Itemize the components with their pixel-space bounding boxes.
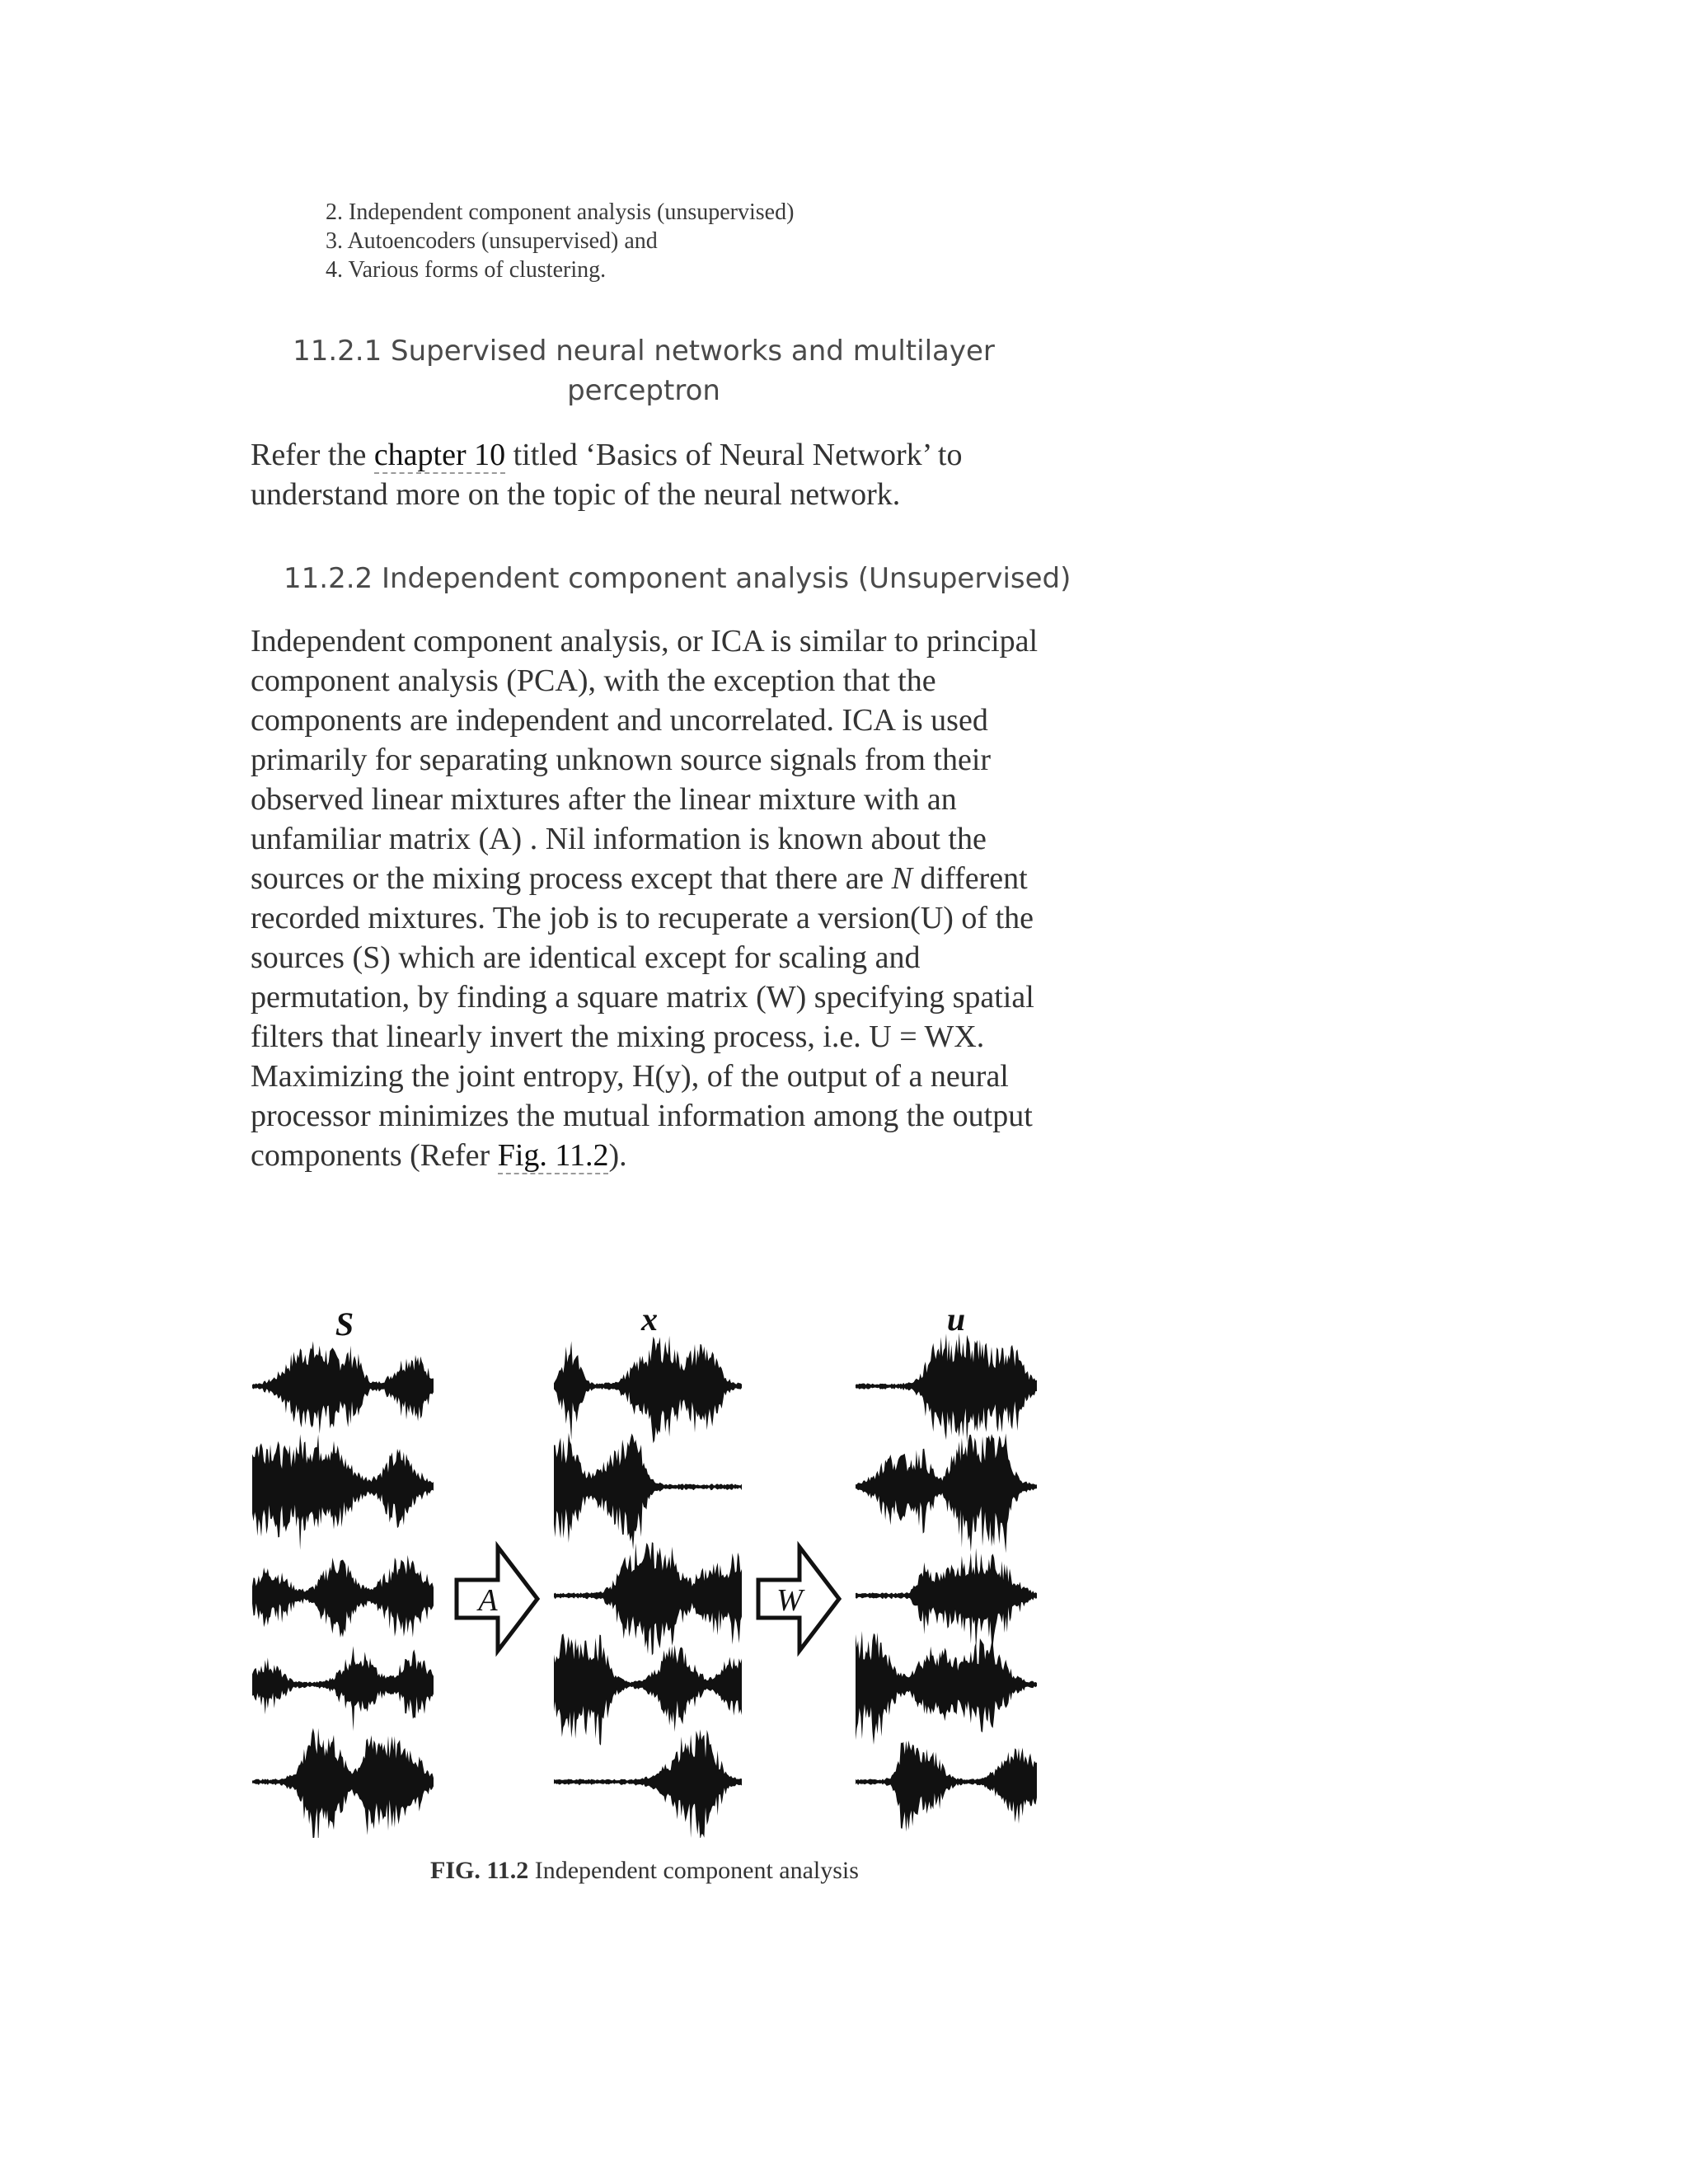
arrow-label-a: A: [478, 1583, 498, 1618]
waveform-signal: [252, 1341, 434, 1434]
label-s: S: [335, 1305, 354, 1343]
paragraph-text: different recorded mixtures. The job is to recuperate a version(U) of the sources (S) which are identical except for scaling and permutation, by finding a square matrix (W) specifying spatial filters that linearly invert the mixing process, i.e. U = WX. Maximizing the joint entropy, H(y), of the output of a neural processor minimizes the mutual information among the output components (Refer: [251, 861, 1034, 1173]
waveform-signal: [856, 1548, 1037, 1650]
waveform-signal: [856, 1631, 1037, 1745]
list-item: 3. Autoencoders (unsupervised) and: [326, 228, 658, 254]
figure-11-2-link[interactable]: Fig. 11.2: [497, 1138, 609, 1173]
paragraph-text: Refer the: [251, 438, 374, 472]
figure-caption: [247, 1854, 1042, 1887]
caption-label: FIG. 11.2: [430, 1857, 529, 1884]
paragraph-ica: [251, 621, 1042, 1175]
ica-figure: [247, 1294, 1042, 1838]
section-heading-11-2-1: [247, 331, 1040, 410]
section-heading-11-2-2: 11.2.2 Independent component analysis (Unsupervised): [284, 562, 1071, 595]
paragraph-text: Independent component analysis, or ICA is similar to principal component analysis (PCA), with the exception that the components are independent and uncorrelated. ICA is used primarily for separating unknown source signals from their observed linear mixtures after the linear mixture with an unfamiliar matrix (A) . Nil information is known about the sources or the mixing process except that there are: [251, 624, 1039, 896]
waveform-signal: [856, 1741, 1037, 1832]
label-x: x: [641, 1301, 658, 1338]
list-item: 4. Various forms of clustering.: [326, 257, 607, 283]
caption-text: Independent component analysis: [528, 1857, 859, 1884]
waveform-signal: [252, 1555, 434, 1638]
waveform-signal: [856, 1333, 1037, 1443]
paragraph-neural-network: [251, 435, 1042, 514]
waveform-signal: [554, 1336, 742, 1444]
waveform-signal: [554, 1433, 742, 1550]
variable-n: N: [891, 861, 913, 896]
label-u: u: [946, 1301, 966, 1338]
list-item: 2. Independent component analysis (unsupervised): [326, 199, 795, 225]
ica-diagram: [247, 1294, 1042, 1838]
paragraph-text: titled ‘Basics of Neural Network’ to understand more on the topic of the neural network.: [251, 438, 963, 512]
waveform-signal: [252, 1434, 434, 1550]
arrow-label-w: W: [776, 1583, 803, 1618]
waveform-signal: [554, 1542, 742, 1655]
waveforms: [252, 1333, 1037, 1838]
chapter-10-link[interactable]: chapter 10: [373, 438, 506, 472]
arrow-a: [457, 1547, 537, 1651]
heading-line-2: perceptron: [567, 374, 720, 407]
waveform-signal: [856, 1433, 1037, 1553]
paragraph-text: ).: [608, 1138, 627, 1173]
arrow-w: [758, 1547, 839, 1651]
heading-line-1: 11.2.1 Supervised neural networks and multilayer: [293, 335, 995, 368]
waveform-signal: [554, 1729, 742, 1838]
waveform-signal: [252, 1646, 434, 1731]
waveform-signal: [252, 1728, 434, 1838]
numbered-list: [326, 198, 794, 284]
